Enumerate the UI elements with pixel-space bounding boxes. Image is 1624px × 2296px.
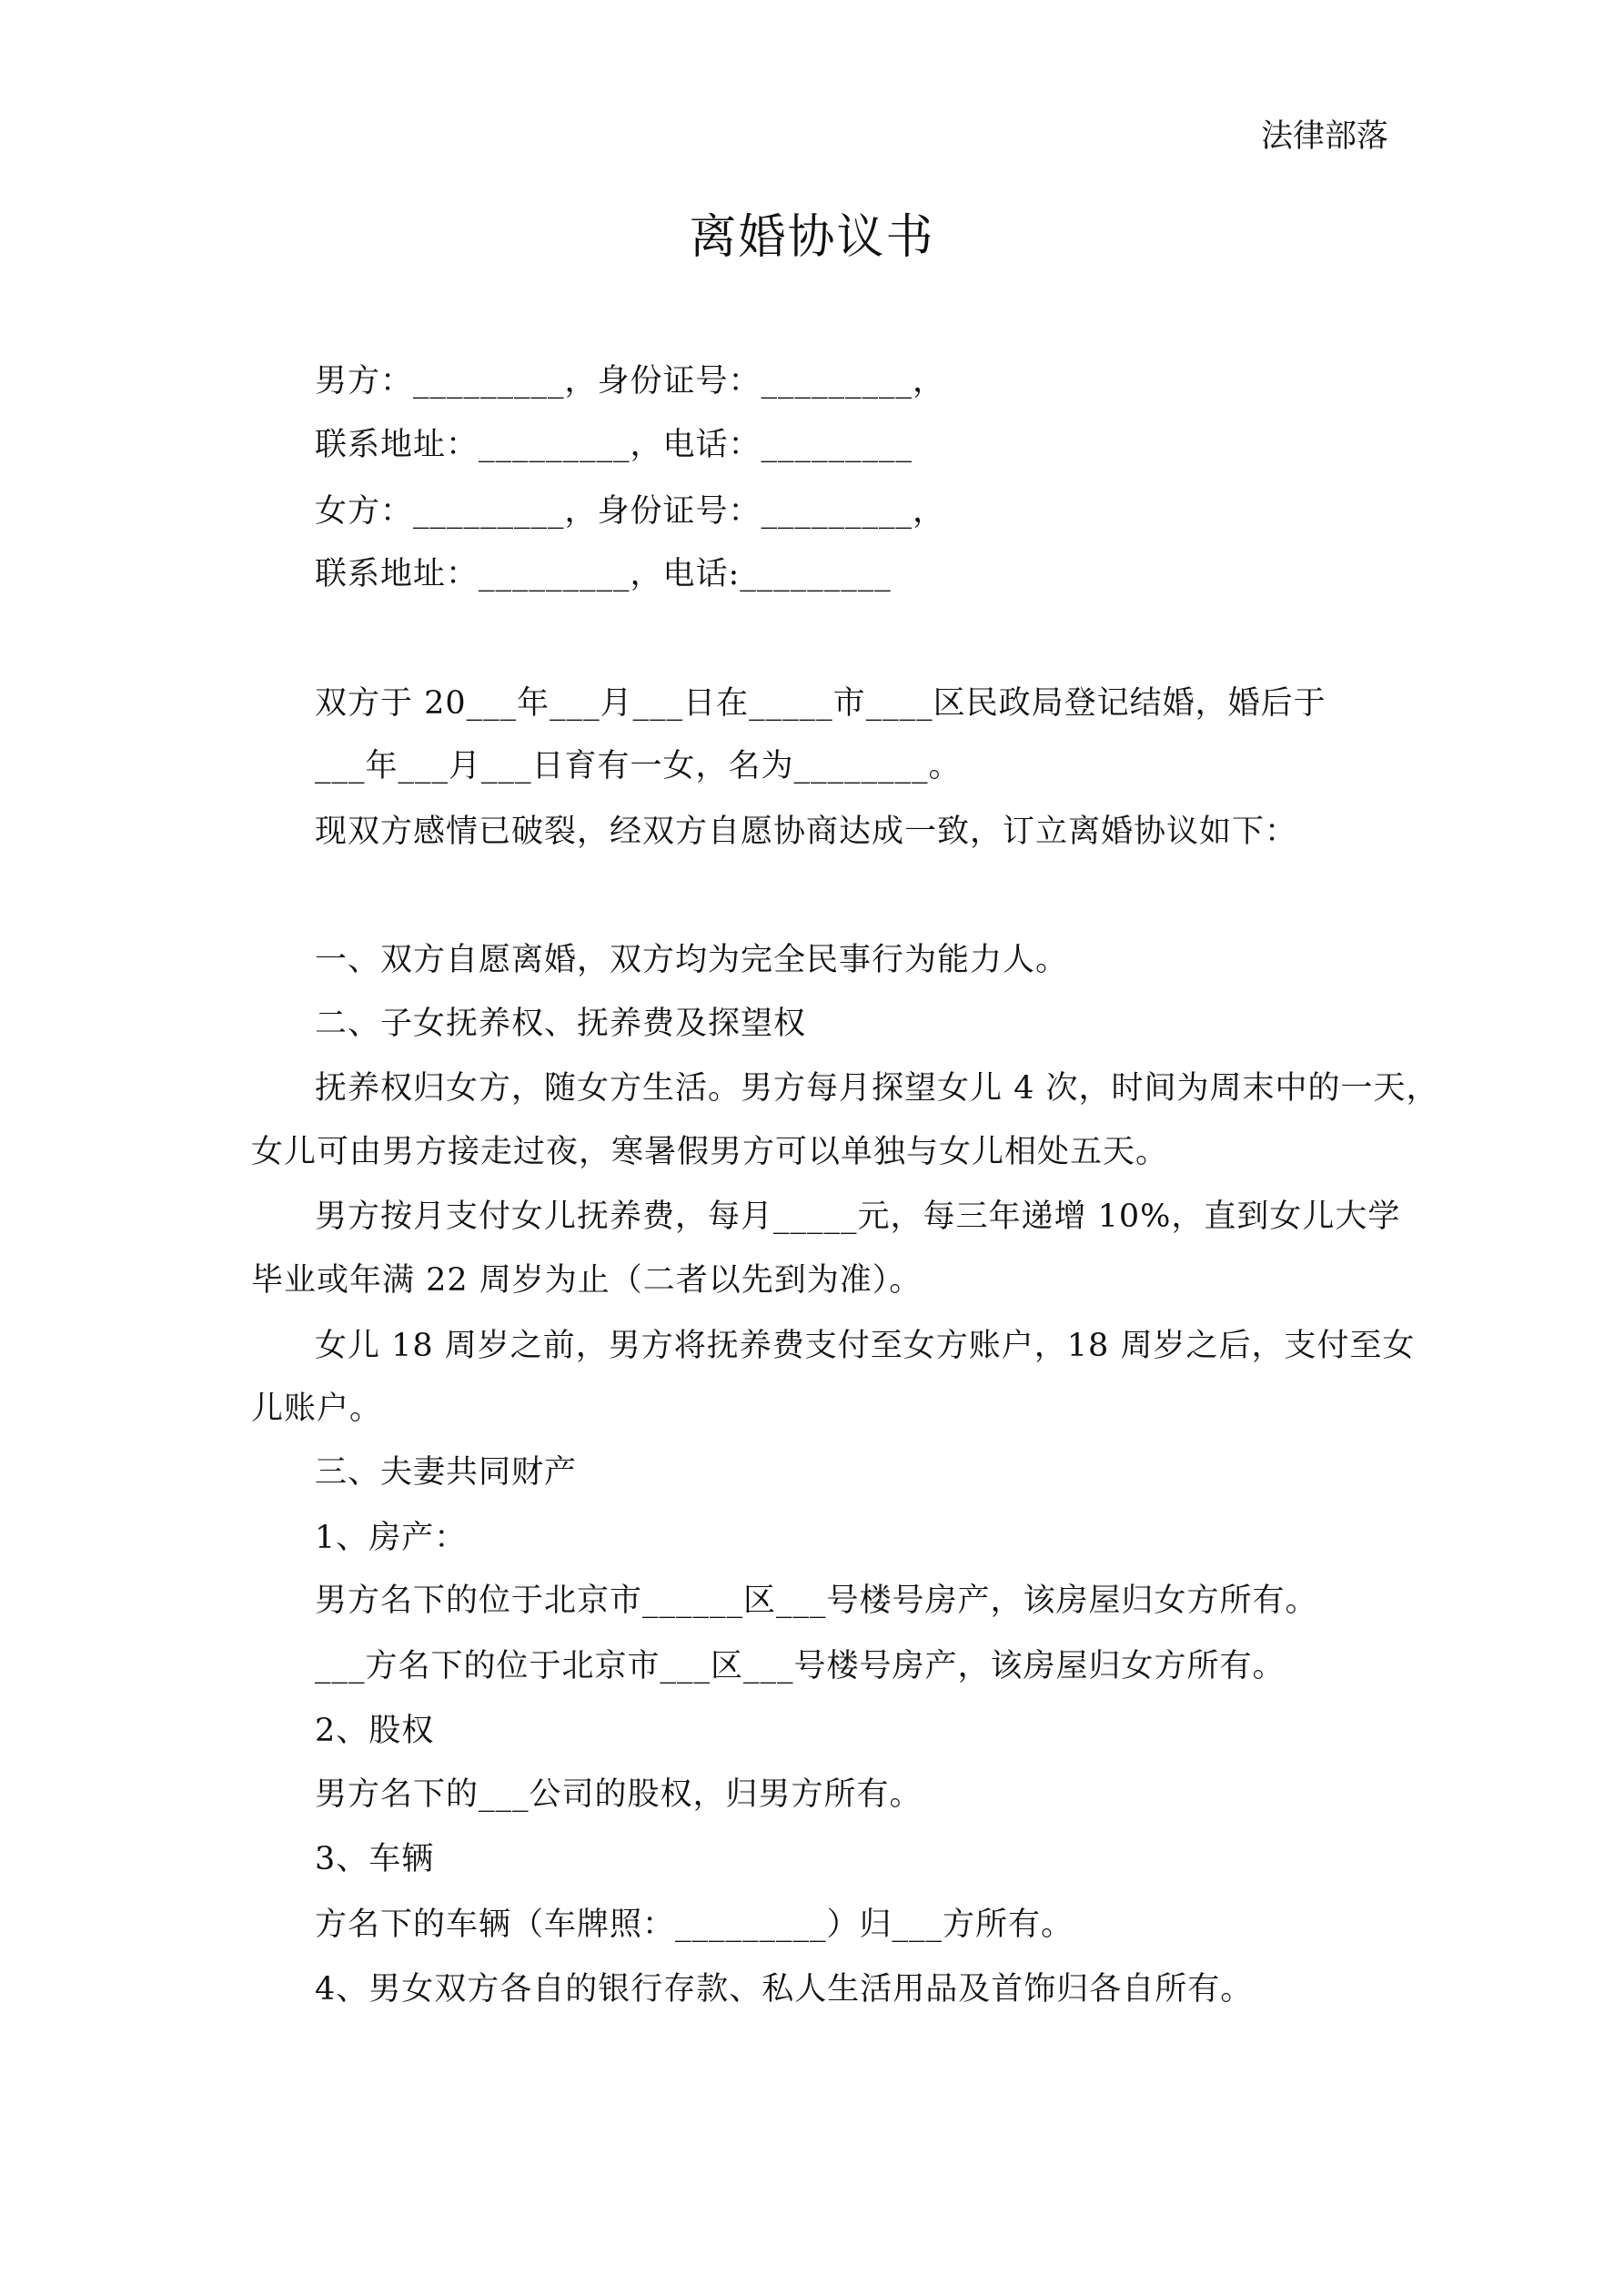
payment-account-paragraph: 女儿 18 周岁之前，男方将抚养费支付至女方账户，18 周岁之后，支付至女 xyxy=(315,1328,1416,1364)
equity-heading: 2、股权 xyxy=(315,1713,435,1749)
female-party-line: 女方：_________，身份证号：_________， xyxy=(315,493,946,530)
header-source-label: 法律部落 xyxy=(1260,118,1388,155)
property-item-1: 男方名下的位于北京市______区___号楼号房产，该房屋归女方所有。 xyxy=(315,1583,1318,1619)
personal-assets-item: 4、男女双方各自的银行存款、私人生活用品及首饰归各自所有。 xyxy=(315,1971,1254,2008)
property-item-2: ___方名下的位于北京市___区___号楼号房产，该房屋归女方所有。 xyxy=(315,1648,1286,1684)
clause-1: 一、双方自愿离婚，双方均为完全民事行为能力人。 xyxy=(315,942,1069,978)
support-paragraph-cont: 毕业或年满 22 周岁为止（二者以先到为准）。 xyxy=(251,1262,923,1299)
clause-2-heading: 二、子女抚养权、抚养费及探望权 xyxy=(315,1006,807,1042)
custody-paragraph-cont: 女儿可由男方接走过夜，寒暑假男方可以单独与女儿相处五天。 xyxy=(251,1134,1169,1170)
custody-paragraph: 抚养权归女方，随女方生活。男方每月探望女儿 4 次，时间为周末中的一天， xyxy=(315,1070,1439,1107)
property-heading: 1、房产： xyxy=(315,1520,468,1556)
child-birth-line: ___年___月___日育有一女，名为________。 xyxy=(315,748,962,784)
clause-3-heading: 三、夫妻共同财产 xyxy=(315,1454,578,1491)
vehicle-item: 方名下的车辆（车牌照：_________）归___方所有。 xyxy=(315,1907,1074,1943)
agreement-intro-line: 现双方感情已破裂，经双方自愿协商达成一致，订立离婚协议如下： xyxy=(315,814,1298,850)
document-title: 离婚协议书 xyxy=(689,210,935,265)
vehicle-heading: 3、车辆 xyxy=(315,1841,435,1877)
female-contact-line: 联系地址：_________，电话:_________ xyxy=(315,556,892,592)
support-paragraph: 男方按月支付女儿抚养费，每月_____元，每三年递增 10%，直到女儿大学 xyxy=(315,1199,1401,1235)
male-party-line: 男方：_________，身份证号：_________， xyxy=(315,363,946,400)
male-contact-line: 联系地址：_________，电话：_________ xyxy=(315,427,913,463)
marriage-registration-line: 双方于 20___年___月___日在_____市____区民政局登记结婚，婚后于 xyxy=(315,685,1326,722)
equity-item: 男方名下的___公司的股权，归男方所有。 xyxy=(315,1776,923,1813)
payment-account-paragraph-cont: 儿账户。 xyxy=(251,1391,383,1427)
